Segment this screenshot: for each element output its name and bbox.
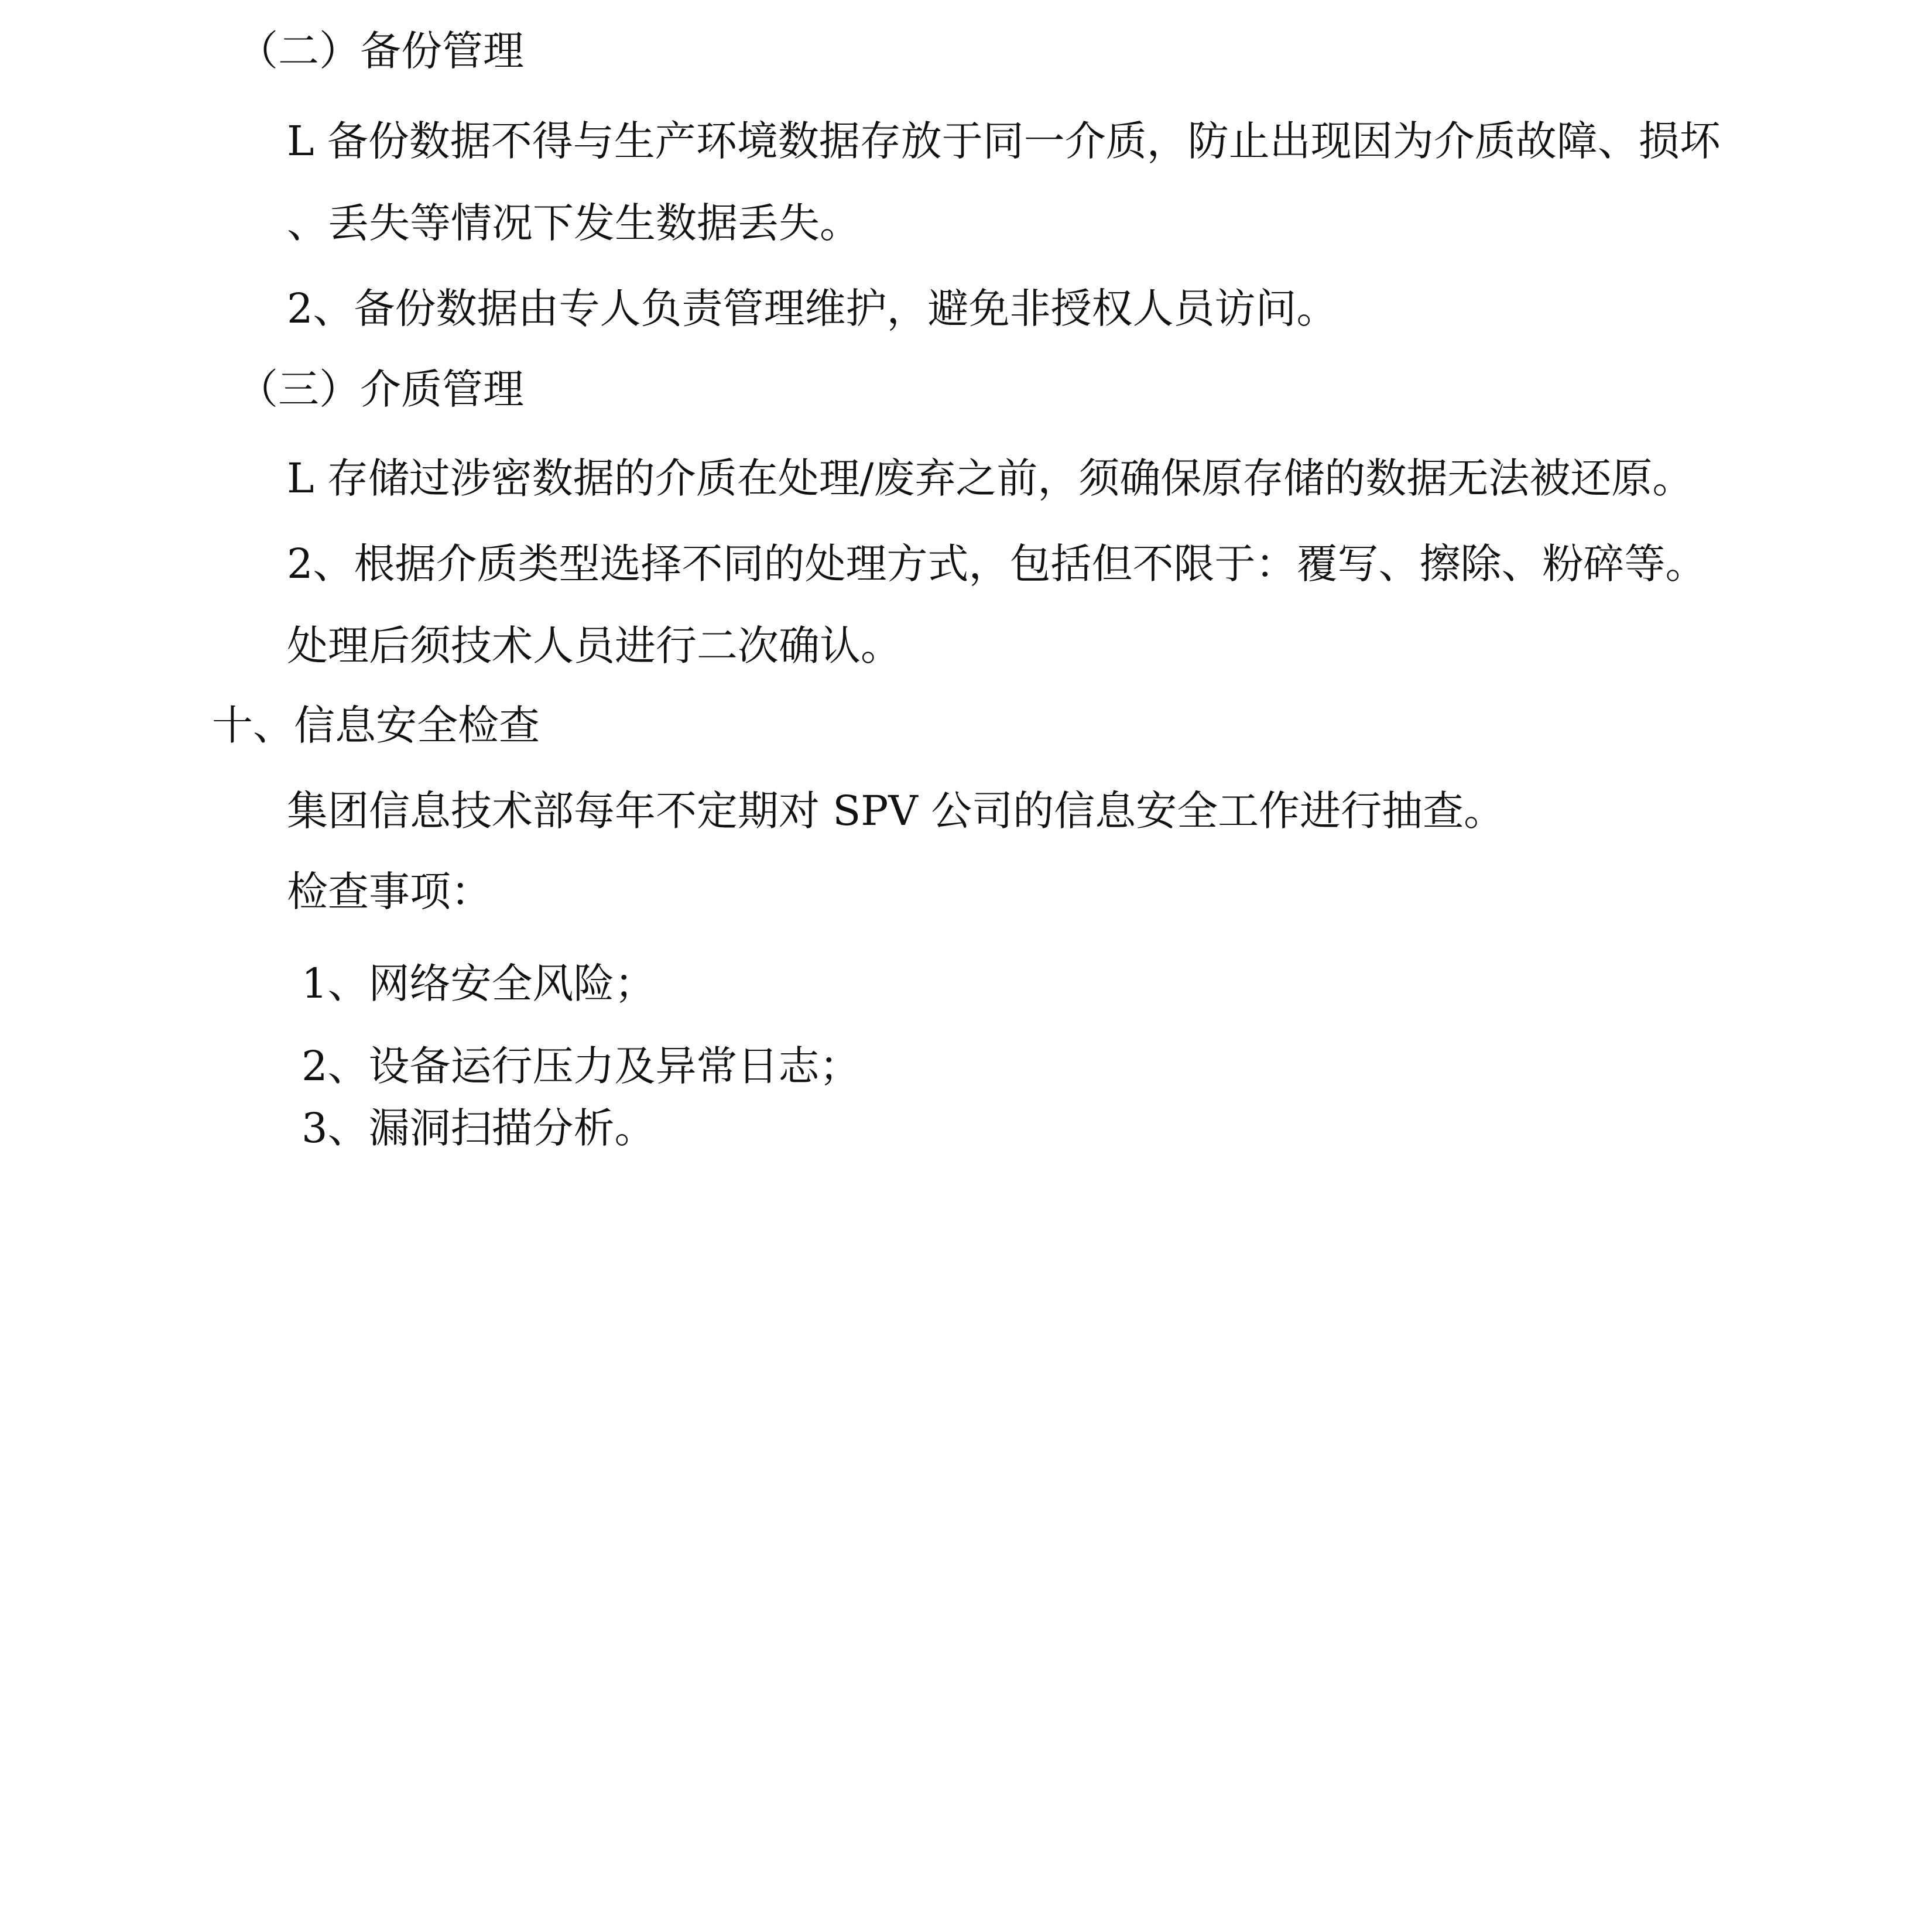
backup-item-2: 2、备份数据由专人负责管理维护，避免非授权人员访问。 — [287, 285, 1338, 333]
backup-item-1-line-1: L 备份数据不得与生产环境数据存放于同一介质，防止出现因为介质故障、损坏 — [287, 117, 1721, 165]
inspection-intro-paragraph: 集团信息技术部每年不定期对 SPV 公司的信息安全工作进行抽查。 — [287, 787, 1505, 835]
media-management-heading: （三）介质管理 — [237, 365, 524, 413]
inspection-list-item: 1、网络安全风险； — [302, 960, 656, 1008]
media-item-2-line-1: 2、根据介质类型选择不同的处理方式，包括但不限于：覆写、擦除、粉碎等。 — [287, 540, 1707, 588]
backup-management-heading: （二）备份管理 — [237, 27, 524, 75]
security-inspection-section-title: 十、信息安全检查 — [212, 701, 540, 749]
inspection-list-item: 2、设备运行压力及异常日志； — [302, 1042, 861, 1090]
inspection-items-label: 检查事项： — [287, 868, 492, 916]
backup-item-1-line-2: 、丢失等情况下发生数据丢失。 — [287, 199, 861, 247]
inspection-list-item: 3、漏洞扫描分析。 — [302, 1104, 656, 1152]
media-item-1: L 存储过涉密数据的介质在处理/废弃之前，须确保原存储的数据无法被还原。 — [287, 454, 1694, 502]
media-item-2-line-2: 处理后须技术人员进行二次确认。 — [287, 622, 902, 670]
